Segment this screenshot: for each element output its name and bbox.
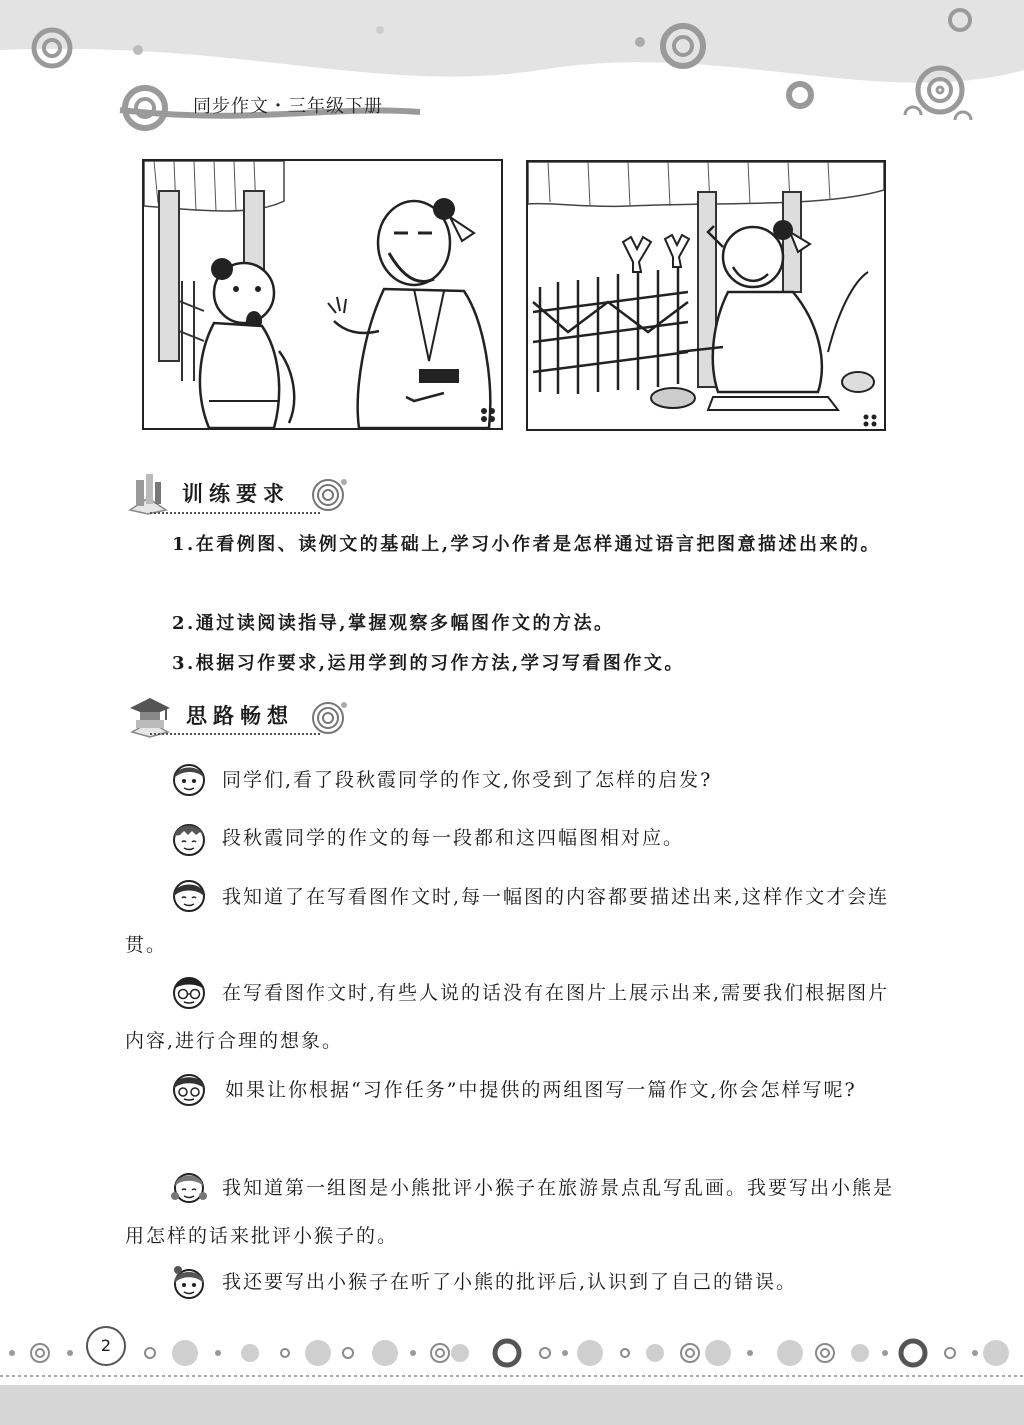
requirement-item: 1.在看例图、读例文的基础上,学习小作者是怎样通过语言把图意描述出来的。 (172, 534, 882, 555)
section-divider (150, 733, 320, 735)
illustration-scolding (142, 159, 503, 430)
requirement-item: 3.根据习作要求,运用学到的习作方法,学习写看图作文。 (172, 653, 685, 674)
footer-band (0, 1385, 1024, 1425)
illustration-repair-fence (526, 160, 886, 431)
requirement-item: 2.通过读阅读指导,掌握观察多幅图作文的方法。 (172, 613, 615, 634)
dialogue-line: 如果让你根据“习作任务”中提供的两组图写一篇作文,你会怎样写呢? (225, 1079, 857, 1101)
boy-avatar-icon (170, 820, 208, 858)
dialogue-line: 我知道第一组图是小熊批评小猴子在旅游景点乱写乱画。我要写出小熊是用怎样的话来批评小猴子的。 (125, 1177, 895, 1247)
dialogue-line: 同学们,看了段秋霞同学的作文,你受到了怎样的启发? (222, 769, 713, 791)
spiral-icon (310, 698, 350, 738)
dialogue-line: 在写看图作文时,有些人说的话没有在图片上展示出来,需要我们根据图片内容,进行合理的想象。 (125, 982, 890, 1052)
dialogue-line: 我还要写出小猴子在听了小熊的批评后,认识到了自己的错误。 (222, 1271, 798, 1293)
header-decoration (0, 0, 1024, 150)
dialogue-line: 段秋霞同学的作文的每一段都和这四幅图相对应。 (222, 827, 685, 849)
girl-avatar-icon (170, 1264, 208, 1302)
section-divider (150, 512, 320, 514)
spiral-icon (310, 475, 350, 515)
book-series-title: 同步作文・三年级下册 (193, 96, 383, 117)
illustration-scolding-drawing (144, 161, 501, 428)
books-icon (126, 470, 170, 516)
section-title-ideas: 思路畅想 (186, 704, 294, 728)
dialogue-line: 我知道了在写看图作文时,每一幅图的内容都要描述出来,这样作文才会连贯。 (125, 886, 890, 956)
footer-decoration (0, 1318, 1024, 1378)
page-number: 2 (86, 1326, 126, 1366)
girl-avatar-icon (170, 760, 208, 798)
illustration-repair-fence-drawing (528, 162, 884, 429)
section-title-requirements: 训练要求 (182, 482, 290, 506)
